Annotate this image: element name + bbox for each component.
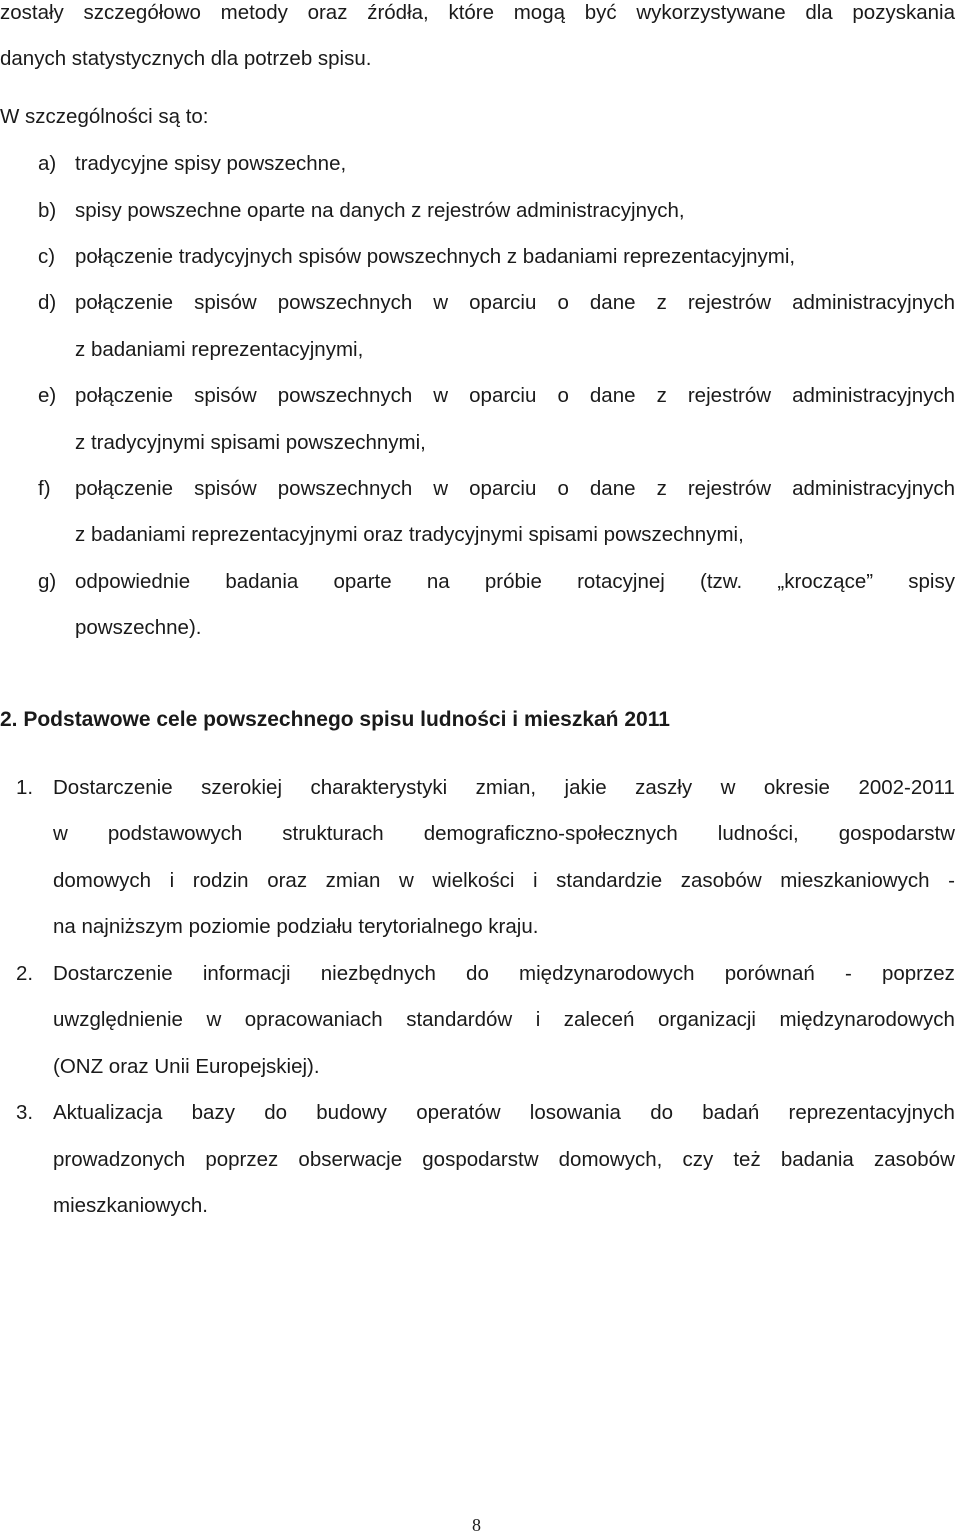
word: - [948,869,955,892]
word: w [53,822,68,845]
method-marker-c: c) [38,245,56,268]
word: dane [589,291,636,314]
word: źródła, [367,1,429,24]
word: oparciu [469,291,537,314]
word: próbie [484,570,542,593]
word: w [206,1008,222,1031]
word: badania [780,1148,854,1171]
word: dla [805,1,833,24]
word: poprzez [205,1148,279,1171]
method-d-line-2: z badaniami reprezentacyjnymi, [75,338,364,361]
word: informacji [202,962,291,985]
word: z [656,291,667,314]
word: oparciu [469,384,537,407]
word: połączenie [75,384,174,407]
word: badania [225,570,299,593]
word: Dostarczenie [53,962,173,985]
word: (tzw. [700,570,743,593]
word: powszechnych [277,291,413,314]
word: ludności, [717,822,799,845]
word: zaszły [635,776,693,799]
word: uwzględnienie [53,1008,183,1031]
word: oraz [267,869,308,892]
word: metody [220,1,288,24]
word: administracyjnych [792,291,955,314]
word: mogą [513,1,566,24]
method-a-line-1: tradycyjne spisy powszechne, [75,152,347,175]
word: domowych [53,869,151,892]
word: „kroczące” [777,570,874,593]
method-marker-d: d) [38,291,57,314]
word: poprzez [881,962,955,985]
goal-1-line-2 [53,821,955,847]
word: 2002-2011 [858,776,955,799]
word: reprezentacyjnych [788,1101,955,1124]
word: o [557,291,569,314]
word: o [557,477,569,500]
word: Aktualizacja [53,1101,163,1124]
word: oraz [307,1,348,24]
word: oparciu [469,477,537,500]
word: w [398,869,414,892]
word: rotacyjnej [577,570,665,593]
word: spisy [908,570,955,593]
word: z [656,477,667,500]
word: okresie [763,776,830,799]
method-g-line-1 [75,569,955,595]
method-g-line-2: powszechne). [75,616,202,639]
goal-marker-3: 3. [16,1101,34,1124]
word: rejestrów [687,291,772,314]
method-e-line-1 [75,383,955,409]
word: administracyjnych [792,477,955,500]
word: w [433,384,449,407]
word: podstawowych [107,822,243,845]
word: połączenie [75,477,174,500]
word: jakie [564,776,607,799]
word: i [532,869,538,892]
method-marker-e: e) [38,384,57,407]
word: opracowaniach [244,1008,383,1031]
word: rodzin [192,869,249,892]
word: do [264,1101,288,1124]
word: odpowiednie [75,570,191,593]
word: organizacji [657,1008,756,1031]
word: dane [589,477,636,500]
word: budowy [316,1101,387,1124]
goal-3-line-3: mieszkaniowych. [53,1194,208,1217]
method-f-line-2: z badaniami reprezentacyjnymi oraz tradycyjnymi spisami powszechnymi, [75,523,744,546]
word: administracyjnych [792,384,955,407]
word: standardzie [556,869,663,892]
word: do [466,962,489,985]
method-e-line-2: z tradycyjnymi spisami powszechnymi, [75,431,426,454]
method-marker-b: b) [38,199,57,222]
word: badań [702,1101,760,1124]
word: - [844,962,852,985]
word: strukturach [282,822,384,845]
page-number: 8 [472,1515,481,1535]
word: międzynarodowych [519,962,695,985]
word: spisów [194,477,257,500]
method-marker-f: f) [38,477,51,500]
word: domowych, [558,1148,663,1171]
word: rejestrów [687,384,772,407]
goal-marker-2: 2. [16,962,34,985]
word: zaleceń [563,1008,635,1031]
word: prowadzonych [53,1148,186,1171]
method-d-line-1 [75,290,955,316]
section-heading: 2. Podstawowe cele powszechnego spisu ludności i mieszkań 2011 [0,708,670,731]
word: obserwacje [298,1148,403,1171]
intro-lead: W szczególności są to: [0,105,209,128]
intro-line-1 [0,0,955,26]
method-f-line-1 [75,476,955,502]
word: charakterystyki [310,776,448,799]
word: powszechnych [277,384,413,407]
word: zmian [325,869,381,892]
word: operatów [416,1101,501,1124]
word: bazy [191,1101,235,1124]
word: wielkości [432,869,515,892]
word: z [656,384,667,407]
word: szerokiej [201,776,282,799]
word: międzynarodowych [779,1008,955,1031]
method-c-line-1: połączenie tradycyjnych spisów powszechnych z badaniami reprezentacyjnymi, [75,245,796,268]
word: i [535,1008,541,1031]
word: które [448,1,495,24]
method-marker-g: g) [38,570,57,593]
word: losowania [529,1101,621,1124]
word: i [169,869,175,892]
word: oparte [333,570,392,593]
word: dane [589,384,636,407]
word: w [720,776,736,799]
word: standardów [406,1008,513,1031]
word: spisów [194,291,257,314]
goal-1-line-3 [53,868,955,894]
word: pozyskania [852,1,955,24]
word: Dostarczenie [53,776,173,799]
word: zmian, [475,776,537,799]
word: zasobów [873,1148,955,1171]
word: czy [682,1148,714,1171]
word: o [557,384,569,407]
word: spisów [194,384,257,407]
method-b-line-1: spisy powszechne oparte na danych z rejestrów administracyjnych, [75,199,685,222]
word: połączenie [75,291,174,314]
word: porównań [724,962,815,985]
word: zasobów [680,869,762,892]
method-marker-a: a) [38,152,57,175]
goal-1-line-4: na najniższym poziomie podziału terytorialnego kraju. [53,915,539,938]
word: demograficzno-społecznych [423,822,678,845]
goal-3-line-2 [53,1147,955,1173]
word: gospodarstw [838,822,955,845]
word: na [426,570,450,593]
word: zostały [0,1,64,24]
goal-3-line-1 [53,1100,955,1126]
intro-line-2: danych statystycznych dla potrzeb spisu. [0,47,372,70]
word: wykorzystywane [636,1,786,24]
word: mieszkaniowych [780,869,930,892]
word: w [433,477,449,500]
goal-marker-1: 1. [16,776,34,799]
word: gospodarstw [422,1148,539,1171]
word: powszechnych [277,477,413,500]
goal-1-line-1 [53,775,955,801]
word: w [433,291,449,314]
word: do [650,1101,674,1124]
goal-2-line-3: (ONZ oraz Unii Europejskiej). [53,1055,320,1078]
word: też [733,1148,761,1171]
goal-2-line-1 [53,961,955,987]
goal-2-line-2 [53,1007,955,1033]
word: rejestrów [687,477,772,500]
word: szczegółowo [83,1,201,24]
word: być [584,1,617,24]
word: niezbędnych [320,962,436,985]
